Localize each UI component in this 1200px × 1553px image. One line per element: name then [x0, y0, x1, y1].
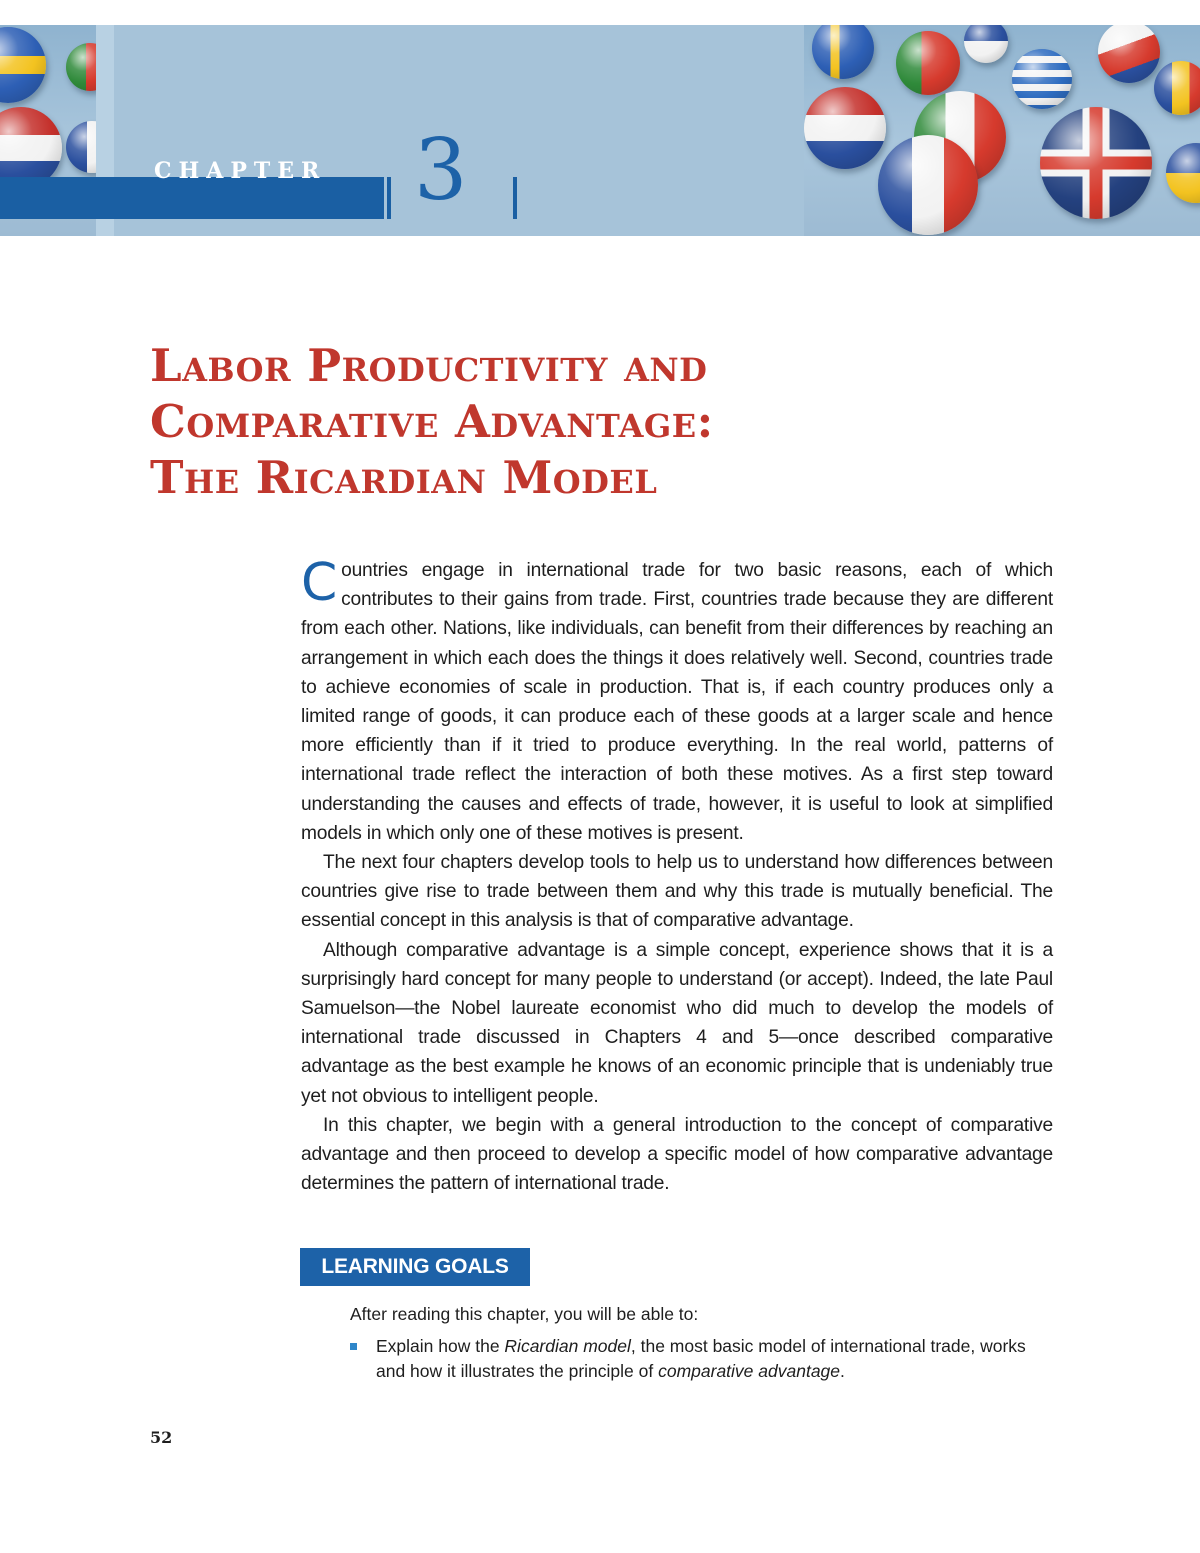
chapter-label: CHAPTER — [154, 158, 327, 184]
learning-goals-intro: After reading this chapter, you will be able to: — [350, 1304, 699, 1324]
learning-goals-heading: LEARNING GOALS — [300, 1248, 530, 1286]
paragraph-1-text: ountries engage in international trade for two basic reasons, each of which contributes to their gains from trade. First, countries trade because they are different from each other. Nations, like individuals, can benefit from their differences by reaching an arrangement in which each does the things it does relatively well. Second, countries trade to achieve economies of scale in production. That is, if each country produces only a limited range of goods, it can produce each of these goods at a larger scale and hence more efficiently than if it tried to produce everything. In the real world, patterns of international trade reflect the interaction of both these motives. As a first step toward understanding the causes and effects of trade, however, it is useful to look at simplified models in which only one of these motives is present. — [301, 560, 1053, 844]
learning-goal-text — [376, 1334, 1030, 1384]
paragraph-2: The next four chapters develop tools to help us to understand how differences between countries give rise to trade between them and why this trade is mutually beneficial. The essential concept in this analysis is that of comparative advantage. — [301, 852, 1053, 932]
paragraph-1 — [301, 553, 1053, 848]
chapter-bar-end-mark — [513, 177, 517, 219]
page-number: 52 — [150, 1428, 173, 1447]
goal-term-comparative-advantage: comparative advantage — [658, 1361, 841, 1381]
goal-text-part: , the most basic model of international trade, works and how it illustrates the principle of — [376, 1336, 1026, 1381]
flag-balls-image-right — [804, 25, 1200, 236]
drop-cap: C — [301, 553, 338, 613]
chapter-title-line-1: Labor Productivity and — [150, 339, 708, 392]
goal-term-ricardian-model: Ricardian model — [504, 1336, 631, 1356]
paragraph-4: In this chapter, we begin with a general introduction to the concept of comparative advantage and then proceed to develop a specific model of how comparative advantage determines the pattern of international trade. — [301, 1114, 1053, 1195]
goal-text-part: Explain how the — [376, 1336, 505, 1356]
chapter-title — [150, 338, 950, 506]
chapter-bar-divider — [387, 177, 391, 219]
chapter-banner — [0, 25, 1200, 236]
learning-goal-item — [350, 1334, 1030, 1384]
paragraph-3: Although comparative advantage is a simple concept, experience shows that it is a surprisingly hard concept for many people to understand (or accept). Indeed, the late Paul Samuelson—the Nobel laureate economist who did much to develop the models of international trade discussed in Chapters 4 and 5—once described comparative advantage as the best example he knows of an economic principle that is undeniably true yet not obvious to intelligent people. — [301, 939, 1053, 1107]
chapter-number: 3 — [414, 121, 468, 219]
chapter-title-line-3: The Ricardian Model — [150, 451, 658, 504]
goal-text-part: . — [840, 1361, 845, 1381]
body-text — [301, 553, 1053, 1198]
square-bullet-icon — [350, 1343, 357, 1350]
chapter-title-line-2: Comparative Advantage: — [150, 395, 714, 448]
